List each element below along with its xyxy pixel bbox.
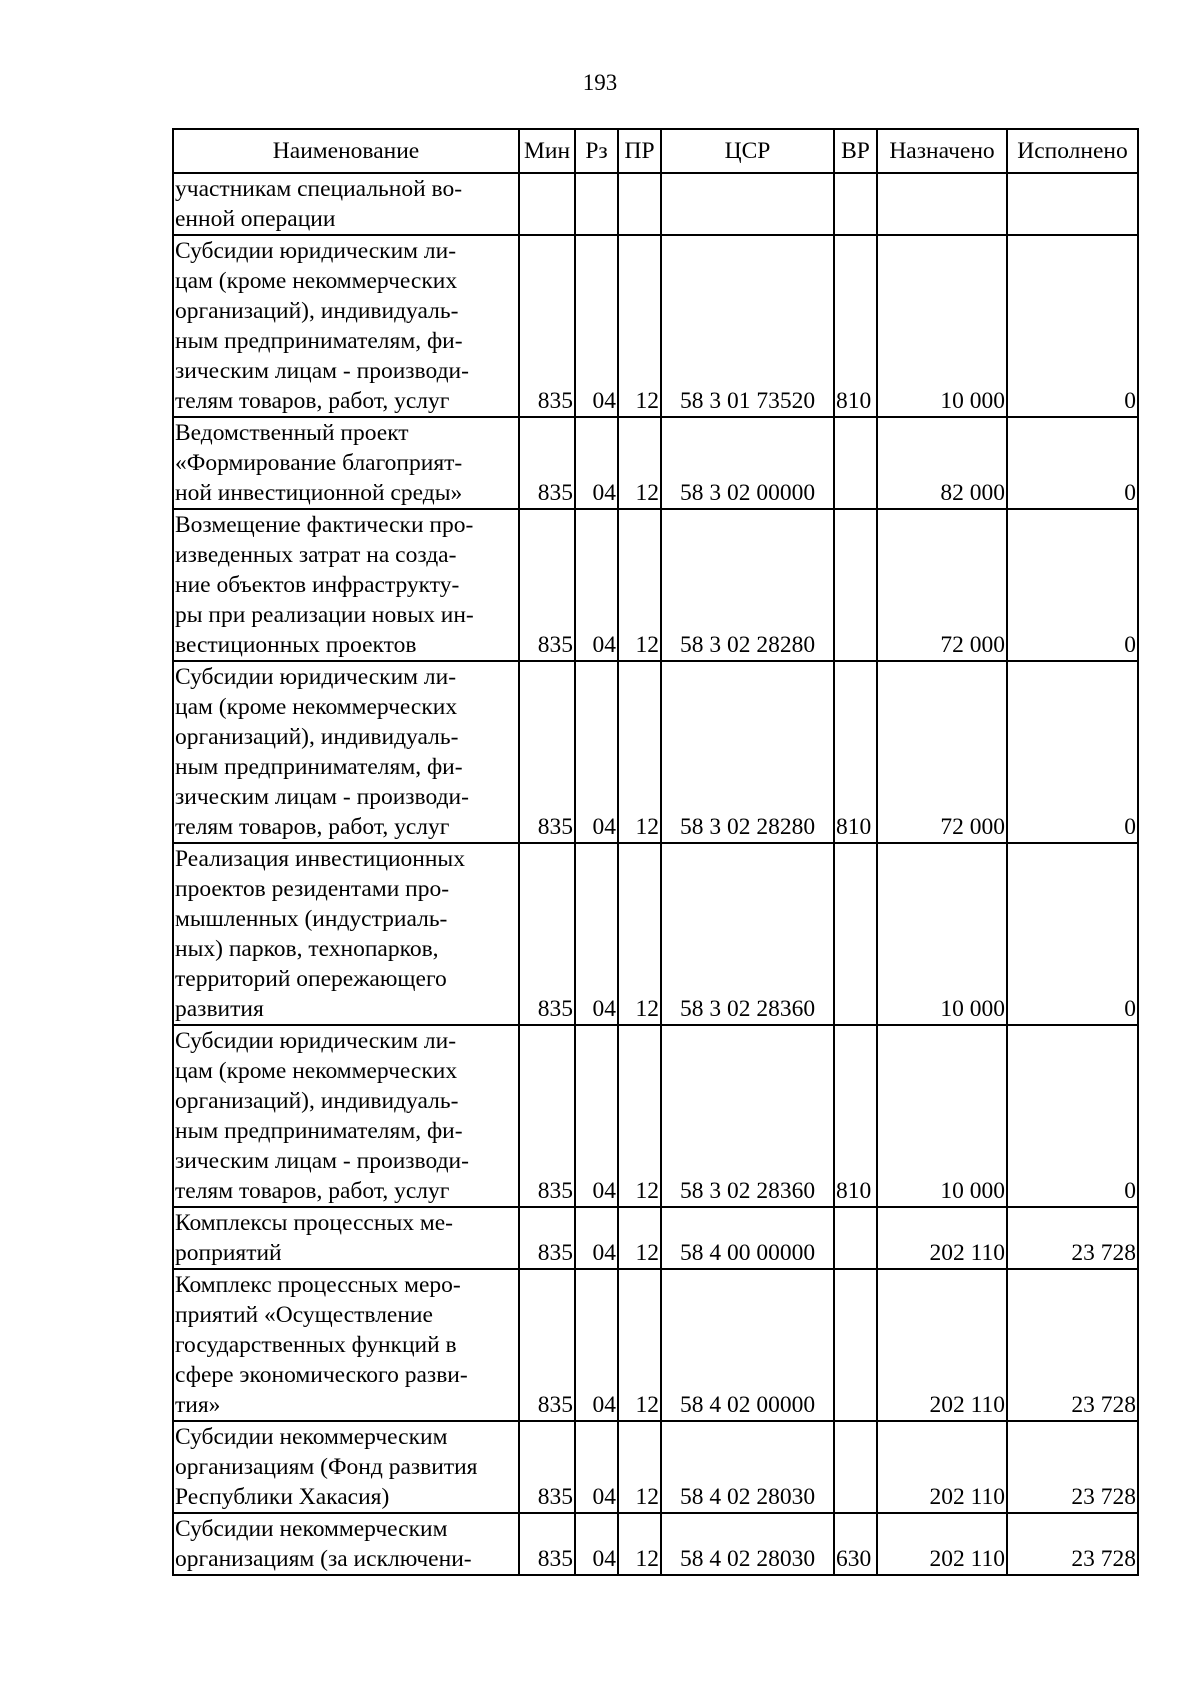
table-row (173, 417, 1138, 509)
cell-min: 835 (519, 1513, 575, 1575)
cell-pr (618, 173, 661, 235)
cell-rz: 04 (575, 1513, 618, 1575)
cell-ispolneno: 0 (1007, 235, 1138, 417)
cell-csr: 58 3 02 28360 (661, 1025, 834, 1207)
cell-name: Субсидии юридическим ли- цам (кроме некоммерческих организаций), индивидуаль- ным предпринимателям, фи- зическим лицам - производи- телям товаров, работ, услуг (173, 235, 519, 417)
header-name: Наименование (173, 129, 519, 173)
cell-min: 835 (519, 1025, 575, 1207)
cell-naznacheno (877, 173, 1007, 235)
cell-pr: 12 (618, 1207, 661, 1269)
cell-ispolneno (1007, 173, 1138, 235)
cell-naznacheno: 72 000 (877, 509, 1007, 661)
cell-csr: 58 3 02 00000 (661, 417, 834, 509)
cell-naznacheno: 202 110 (877, 1207, 1007, 1269)
cell-rz: 04 (575, 1421, 618, 1513)
cell-rz: 04 (575, 661, 618, 843)
cell-vr: 630 (834, 1513, 877, 1575)
cell-pr: 12 (618, 1025, 661, 1207)
budget-table (172, 128, 1139, 1576)
cell-csr: 58 4 02 28030 (661, 1513, 834, 1575)
cell-ispolneno: 23 728 (1007, 1513, 1138, 1575)
cell-csr: 58 4 02 28030 (661, 1421, 834, 1513)
cell-vr (834, 843, 877, 1025)
table-row (173, 1269, 1138, 1421)
cell-name: Субсидии юридическим ли- цам (кроме некоммерческих организаций), индивидуаль- ным предпринимателям, фи- зическим лицам - производи- телям товаров, работ, услуг (173, 1025, 519, 1207)
header-rz: Рз (575, 129, 618, 173)
cell-pr: 12 (618, 661, 661, 843)
table-row (173, 509, 1138, 661)
table-row (173, 1513, 1138, 1575)
table-row (173, 235, 1138, 417)
cell-vr (834, 1421, 877, 1513)
cell-rz: 04 (575, 1025, 618, 1207)
header-csr: ЦСР (661, 129, 834, 173)
cell-ispolneno: 23 728 (1007, 1269, 1138, 1421)
cell-vr (834, 417, 877, 509)
cell-vr: 810 (834, 661, 877, 843)
cell-ispolneno: 23 728 (1007, 1207, 1138, 1269)
cell-name: участникам специальной во- енной операции (173, 173, 519, 235)
cell-ispolneno: 0 (1007, 661, 1138, 843)
cell-pr: 12 (618, 417, 661, 509)
cell-rz: 04 (575, 1207, 618, 1269)
cell-csr: 58 3 01 73520 (661, 235, 834, 417)
cell-pr: 12 (618, 1513, 661, 1575)
table-row (173, 173, 1138, 235)
cell-naznacheno: 82 000 (877, 417, 1007, 509)
cell-min: 835 (519, 235, 575, 417)
header-min: Мин (519, 129, 575, 173)
table-row (173, 1421, 1138, 1513)
cell-rz: 04 (575, 843, 618, 1025)
cell-rz: 04 (575, 1269, 618, 1421)
header-naznacheno: Назначено (877, 129, 1007, 173)
cell-csr: 58 3 02 28280 (661, 661, 834, 843)
cell-min: 835 (519, 1421, 575, 1513)
cell-vr: 810 (834, 1025, 877, 1207)
cell-rz: 04 (575, 417, 618, 509)
table-row (173, 661, 1138, 843)
cell-rz: 04 (575, 235, 618, 417)
table-header (173, 129, 1138, 173)
header-ispolneno: Исполнено (1007, 129, 1138, 173)
cell-min: 835 (519, 1269, 575, 1421)
cell-name: Комплекс процессных меро- приятий «Осуществление государственных функций в сфере экономического разви- тия» (173, 1269, 519, 1421)
cell-ispolneno: 0 (1007, 509, 1138, 661)
cell-ispolneno: 0 (1007, 417, 1138, 509)
cell-naznacheno: 10 000 (877, 235, 1007, 417)
cell-ispolneno: 23 728 (1007, 1421, 1138, 1513)
page-number: 193 (582, 70, 618, 95)
table-body (173, 173, 1138, 1575)
cell-pr: 12 (618, 1421, 661, 1513)
cell-min: 835 (519, 843, 575, 1025)
cell-name: Субсидии некоммерческим организациям (за исключени- (173, 1513, 519, 1575)
cell-naznacheno: 202 110 (877, 1513, 1007, 1575)
cell-rz: 04 (575, 509, 618, 661)
cell-name: Комплексы процессных ме- роприятий (173, 1207, 519, 1269)
cell-min: 835 (519, 417, 575, 509)
cell-csr: 58 3 02 28360 (661, 843, 834, 1025)
cell-naznacheno: 10 000 (877, 1025, 1007, 1207)
cell-ispolneno: 0 (1007, 1025, 1138, 1207)
cell-name: Субсидии юридическим ли- цам (кроме некоммерческих организаций), индивидуаль- ным предпринимателям, фи- зическим лицам - производи- телям товаров, работ, услуг (173, 661, 519, 843)
cell-min (519, 173, 575, 235)
cell-vr (834, 509, 877, 661)
cell-pr: 12 (618, 843, 661, 1025)
cell-pr: 12 (618, 1269, 661, 1421)
cell-pr: 12 (618, 235, 661, 417)
table-row (173, 843, 1138, 1025)
cell-min: 835 (519, 661, 575, 843)
cell-csr: 58 4 02 00000 (661, 1269, 834, 1421)
cell-name: Реализация инвестиционных проектов резидентами про- мышленных (индустриаль- ных) парков, технопарков, территорий опережающего развития (173, 843, 519, 1025)
cell-min: 835 (519, 1207, 575, 1269)
cell-vr (834, 1207, 877, 1269)
table-row (173, 1025, 1138, 1207)
cell-name: Возмещение фактически про- изведенных затрат на созда- ние объектов инфраструкту- ры при реализации новых ин- вестиционных проектов (173, 509, 519, 661)
cell-naznacheno: 202 110 (877, 1269, 1007, 1421)
table-row (173, 1207, 1138, 1269)
cell-vr (834, 173, 877, 235)
cell-csr: 58 4 00 00000 (661, 1207, 834, 1269)
cell-naznacheno: 10 000 (877, 843, 1007, 1025)
header-pr: ПР (618, 129, 661, 173)
cell-naznacheno: 202 110 (877, 1421, 1007, 1513)
cell-vr (834, 1269, 877, 1421)
cell-csr: 58 3 02 28280 (661, 509, 834, 661)
header-vr: ВР (834, 129, 877, 173)
cell-name: Ведомственный проект «Формирование благоприят- ной инвестиционной среды» (173, 417, 519, 509)
cell-ispolneno: 0 (1007, 843, 1138, 1025)
cell-csr (661, 173, 834, 235)
header-row (173, 129, 1138, 173)
cell-rz (575, 173, 618, 235)
cell-vr: 810 (834, 235, 877, 417)
cell-pr: 12 (618, 509, 661, 661)
cell-min: 835 (519, 509, 575, 661)
cell-naznacheno: 72 000 (877, 661, 1007, 843)
cell-name: Субсидии некоммерческим организациям (Фонд развития Республики Хакасия) (173, 1421, 519, 1513)
